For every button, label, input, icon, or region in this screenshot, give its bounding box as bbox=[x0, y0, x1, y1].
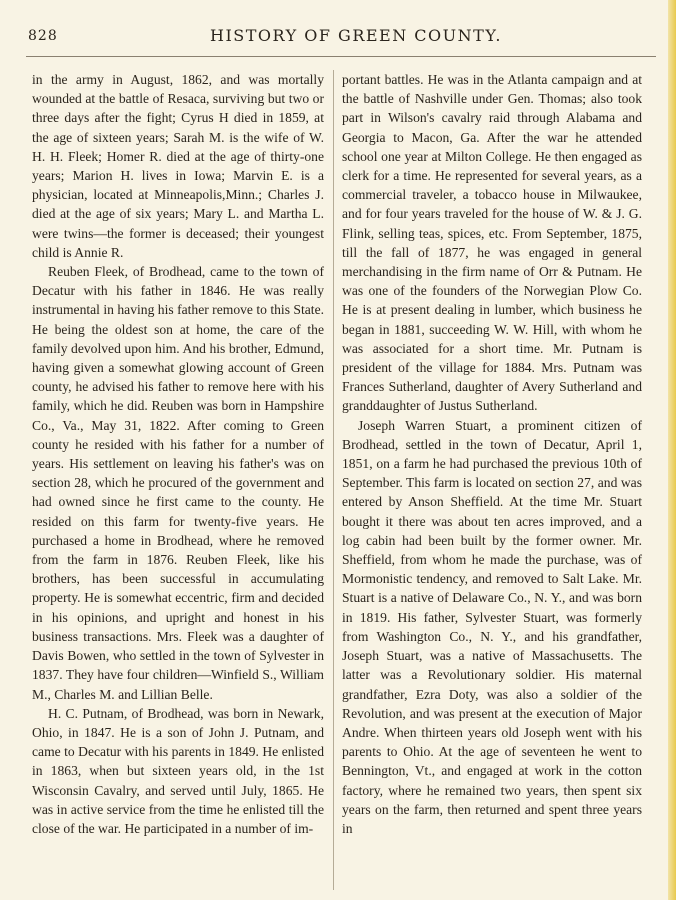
right-column bbox=[342, 70, 642, 838]
page-header bbox=[0, 26, 676, 52]
column-divider bbox=[333, 70, 334, 890]
paragraph-fleek-children: in the army in August, 1862, and was mortally wounded at the battle of Resaca, surviving but two or three days after the fight; Cyrus H died in 1859, at the age of sixteen years; Sarah M. is the wife of W. H. H. Fleek; Homer R. died at the age of thirty-one years; Marion H. lives in Iowa; Marvin E. is a physician, located at Minneapolis,Minn.; Charles J. died at the age of six years; Mary L. and Martha L. were twins—the former is deceased; their youngest child is Annie R. bbox=[32, 72, 324, 260]
paragraph-putnam-continued: portant battles. He was in the Atlanta campaign and at the battle of Nashville under Gen. Thomas; also took part in Wilson's cavalry raid through Alabama and Georgia to Macon, Ga. After the war he attended school one year at Milton College. He then engaged as clerk for a time. He represented for several years, as a commercial traveler, a tobacco house in Milwaukee, and for four years traveled for the house of W. & J. G. Flink, selling teas, spices, etc. From September, 1875, till the fall of 1877, he was engaged in general merchandising in the firm name of Orr & Putnam. He was one of the founders of the Norwegian Plow Co. He is at present dealing in lumber, which business he began in 1881, succeeding W. W. Hill, with whom he was associated for a short time. Mr. Putnam is president of the village for 1884. Mrs. Putnam was Frances Sutherland, daughter of Avery Sutherland and granddaughter of Justus Sutherland. bbox=[342, 72, 642, 414]
paragraph-reuben-fleek: Reuben Fleek, of Brodhead, came to the town of Decatur with his father in 1846. He was really instrumental in having his father remove to this State. He being the oldest son at home, the care of the family devolved upon him. And his brother, Edmund, having given a somewhat glowing account of Green county, he advised his father to remove here with his family, which he did. Reuben was born in Hampshire Co., Va., May 31, 1822. After coming to Green county he resided with his father for a number of years. His settlement on leaving his father's was on section 28, which he procured of the government and had owned since he first came to the county. He resided on this farm for twenty-five years. He purchased a home in Brodhead, where he removed from the farm in 1876. Reuben Fleek, like his brothers, has been successful in accumulating property. He is somewhat eccentric, firm and decided in his opinions, and upright and honest in his business transactions. Mrs. Fleek was a daughter of Davis Bowen, who settled in the town of Sylvester in 1837. They have four children—Winfield S., William M., Charles M. and Lillian Belle. bbox=[32, 264, 324, 702]
paragraph-hc-putnam: H. C. Putnam, of Brodhead, was born in Newark, Ohio, in 1847. He is a son of John J. Putnam, and came to Decatur with his parents in 1849. He enlisted in 1863, when but sixteen years old, in the 1st Wisconsin Cavalry, and served until July, 1865. He was in active service from the time he enlisted till the close of the war. He participated in a number of im- bbox=[32, 705, 324, 836]
page-number: 828 bbox=[28, 28, 58, 44]
paragraph-joseph-warren-stuart: Joseph Warren Stuart, a prominent citizen of Brodhead, settled in the town of Decatur, April 1, 1851, on a farm he had purchased the previous 10th of September. This farm is located on section 27, and was entered by Anson Sheffield. At the time Mr. Stuart bought it there was about ten acres improved, and a log cabin had been built by the former owner. Mr. Sheffield, from whom he made the purchase, was of Mormonistic tendency, and removed to Salt Lake. Mr. Stuart is a native of Delaware Co., N. Y., and was born in 1819. His father, Sylvester Stuart, was formerly from Washington Co., N. Y., and his grandfather, Joseph Stuart, was a native of Massachusetts. The latter was a Revolutionary soldier. His maternal grandfather, Ezra Doty, was also a soldier of the Revolution, and was present at the execution of Major Andre. When thirteen years old Joseph went with his parents to Ohio. At the age of seventeen he went to Bennington, Vt., and engaged at work in the cotton factory, where he remained two years, then spent six years on the farm, then returned and spent three years in bbox=[342, 417, 642, 836]
running-title: HISTORY OF GREEN COUNTY. bbox=[210, 26, 502, 45]
page-edge-shading bbox=[668, 0, 676, 900]
header-rule bbox=[26, 56, 656, 57]
left-column bbox=[32, 70, 324, 838]
